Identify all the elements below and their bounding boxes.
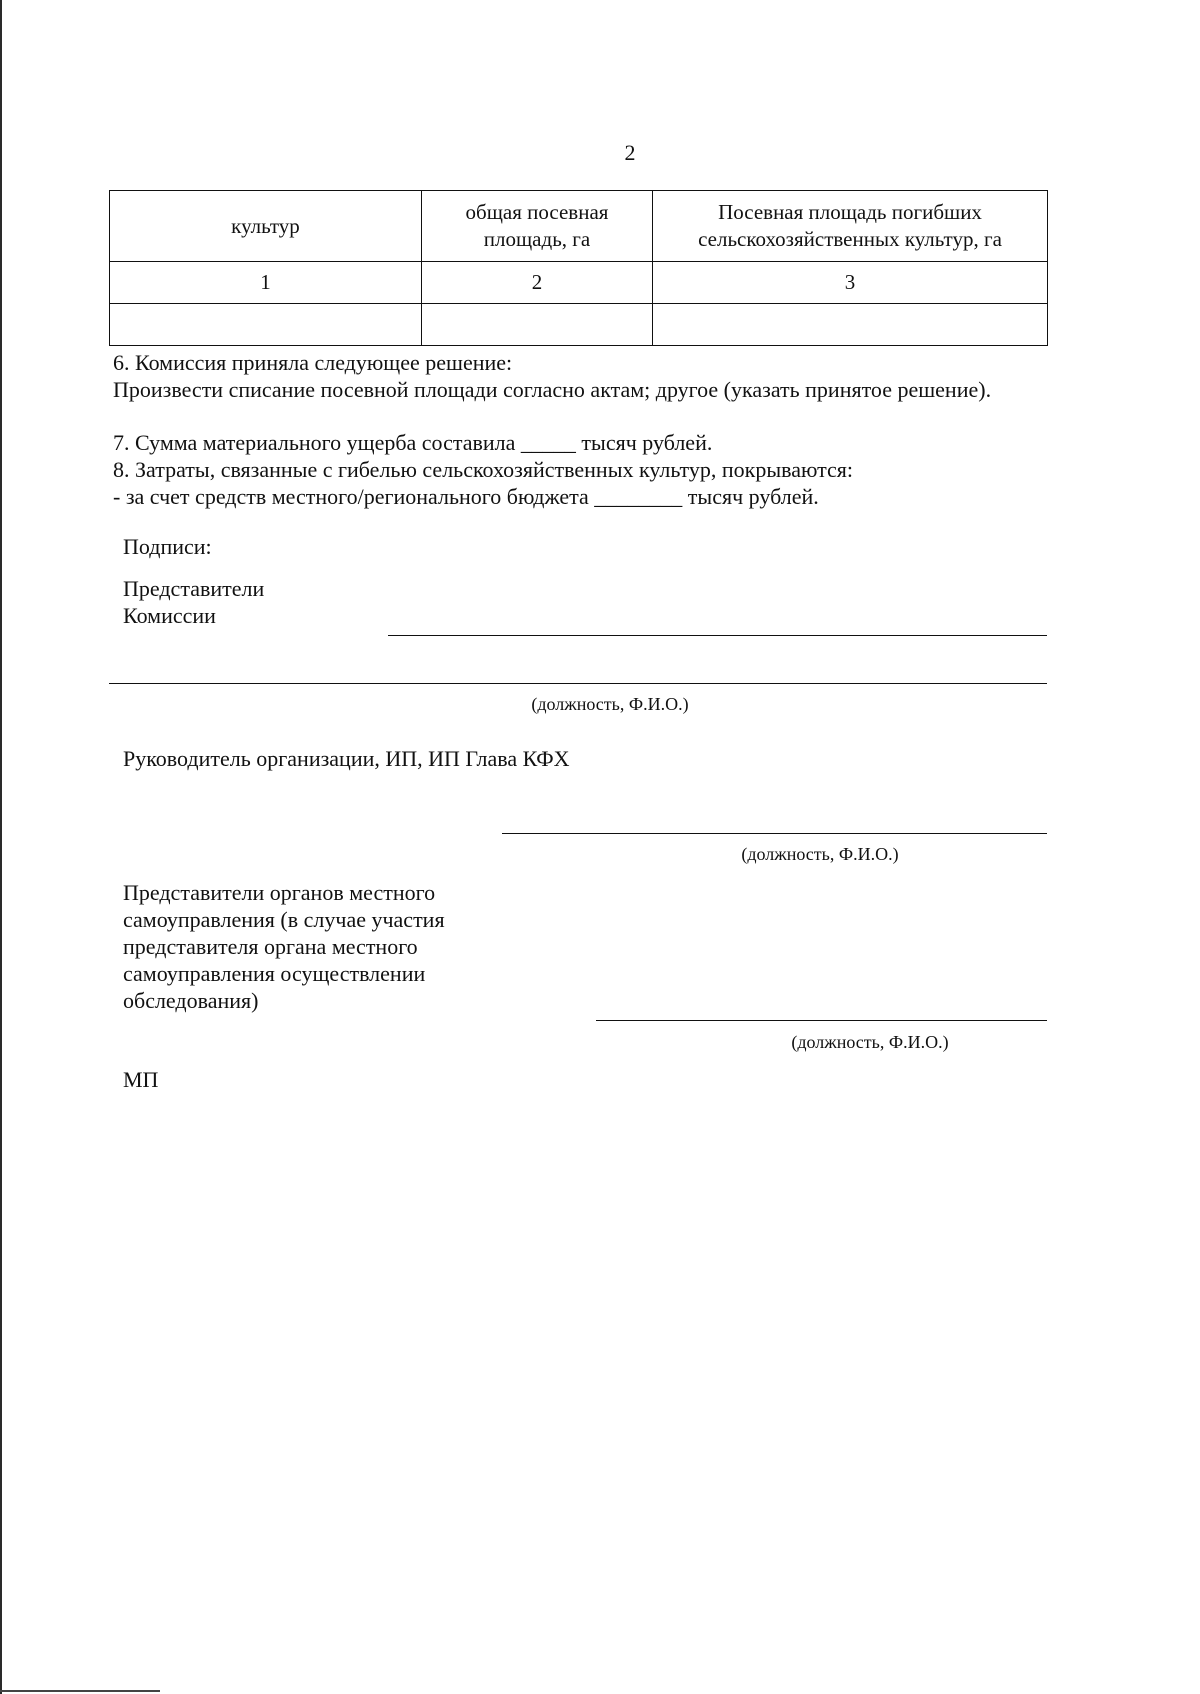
header-cell-lost-area xyxy=(653,191,1048,262)
column-number-1: 1 xyxy=(110,262,422,304)
local-government-line-2: самоуправления (в случае участия xyxy=(123,907,445,932)
scan-left-edge xyxy=(0,0,2,1694)
header-crops-line-1: культур xyxy=(231,213,300,238)
scan-bottom-edge xyxy=(0,1690,160,1692)
section-6-title: 6. Комиссия приняла следующее решение: xyxy=(113,350,513,375)
signatures-heading: Подписи: xyxy=(123,534,212,559)
local-government-label xyxy=(123,879,445,1014)
local-government-line-4: самоуправления осуществлении xyxy=(123,961,426,986)
commission-signature-caption: (должность, Ф.И.О.) xyxy=(531,694,689,714)
local-government-line-1: Представители органов местного xyxy=(123,880,436,905)
section-8-budget-item: - за счет средств местного/регионального бюджета ________ тысяч рублей. xyxy=(113,484,819,509)
section-7-damage: 7. Сумма материального ущерба составила _____ тысяч рублей. xyxy=(113,430,713,455)
head-signature-caption: (должность, Ф.И.О.) xyxy=(741,844,899,864)
table-cell-total-area xyxy=(422,304,653,346)
commission-representatives-label xyxy=(123,575,264,629)
header-total-area-line-2: площадь, га xyxy=(483,227,591,251)
table-header-row xyxy=(110,191,1048,262)
table-cell-lost-area xyxy=(653,304,1048,346)
commission-label-line-1: Представители xyxy=(123,576,265,601)
local-government-signature-line xyxy=(596,1020,1047,1021)
local-government-signature-caption: (должность, Ф.И.О.) xyxy=(791,1032,949,1052)
head-signature-line xyxy=(502,833,1047,834)
header-lost-area-line-1: Посевная площадь погибших xyxy=(718,200,982,224)
head-of-organization-label: Руководитель организации, ИП, ИП Глава КФХ xyxy=(123,746,570,771)
page-number: 2 xyxy=(624,140,636,165)
header-lost-area-line-2: сельскохозяйственных культур, га xyxy=(698,227,1002,251)
column-number-2: 2 xyxy=(422,262,653,304)
stamp-place-label: МП xyxy=(123,1067,159,1092)
table-row xyxy=(110,304,1048,346)
header-cell-crops xyxy=(110,191,422,262)
commission-signature-line-2 xyxy=(109,683,1047,684)
section-8-title: 8. Затраты, связанные с гибелью сельскохозяйственных культур, покрываются: xyxy=(113,457,854,482)
commission-label-line-2: Комиссии xyxy=(123,603,216,628)
table-cell-crop xyxy=(110,304,422,346)
local-government-line-5: обследования) xyxy=(123,988,259,1013)
crop-area-table xyxy=(109,190,1048,346)
header-total-area-line-1: общая посевная xyxy=(465,200,609,224)
local-government-line-3: представителя органа местного xyxy=(123,934,418,959)
column-number-row xyxy=(110,262,1048,304)
column-number-3: 3 xyxy=(653,262,1048,304)
commission-signature-line xyxy=(388,635,1047,636)
header-cell-total-area xyxy=(422,191,653,262)
section-6-decision: Произвести списание посевной площади согласно актам; другое (указать принятое решение). xyxy=(113,377,992,402)
